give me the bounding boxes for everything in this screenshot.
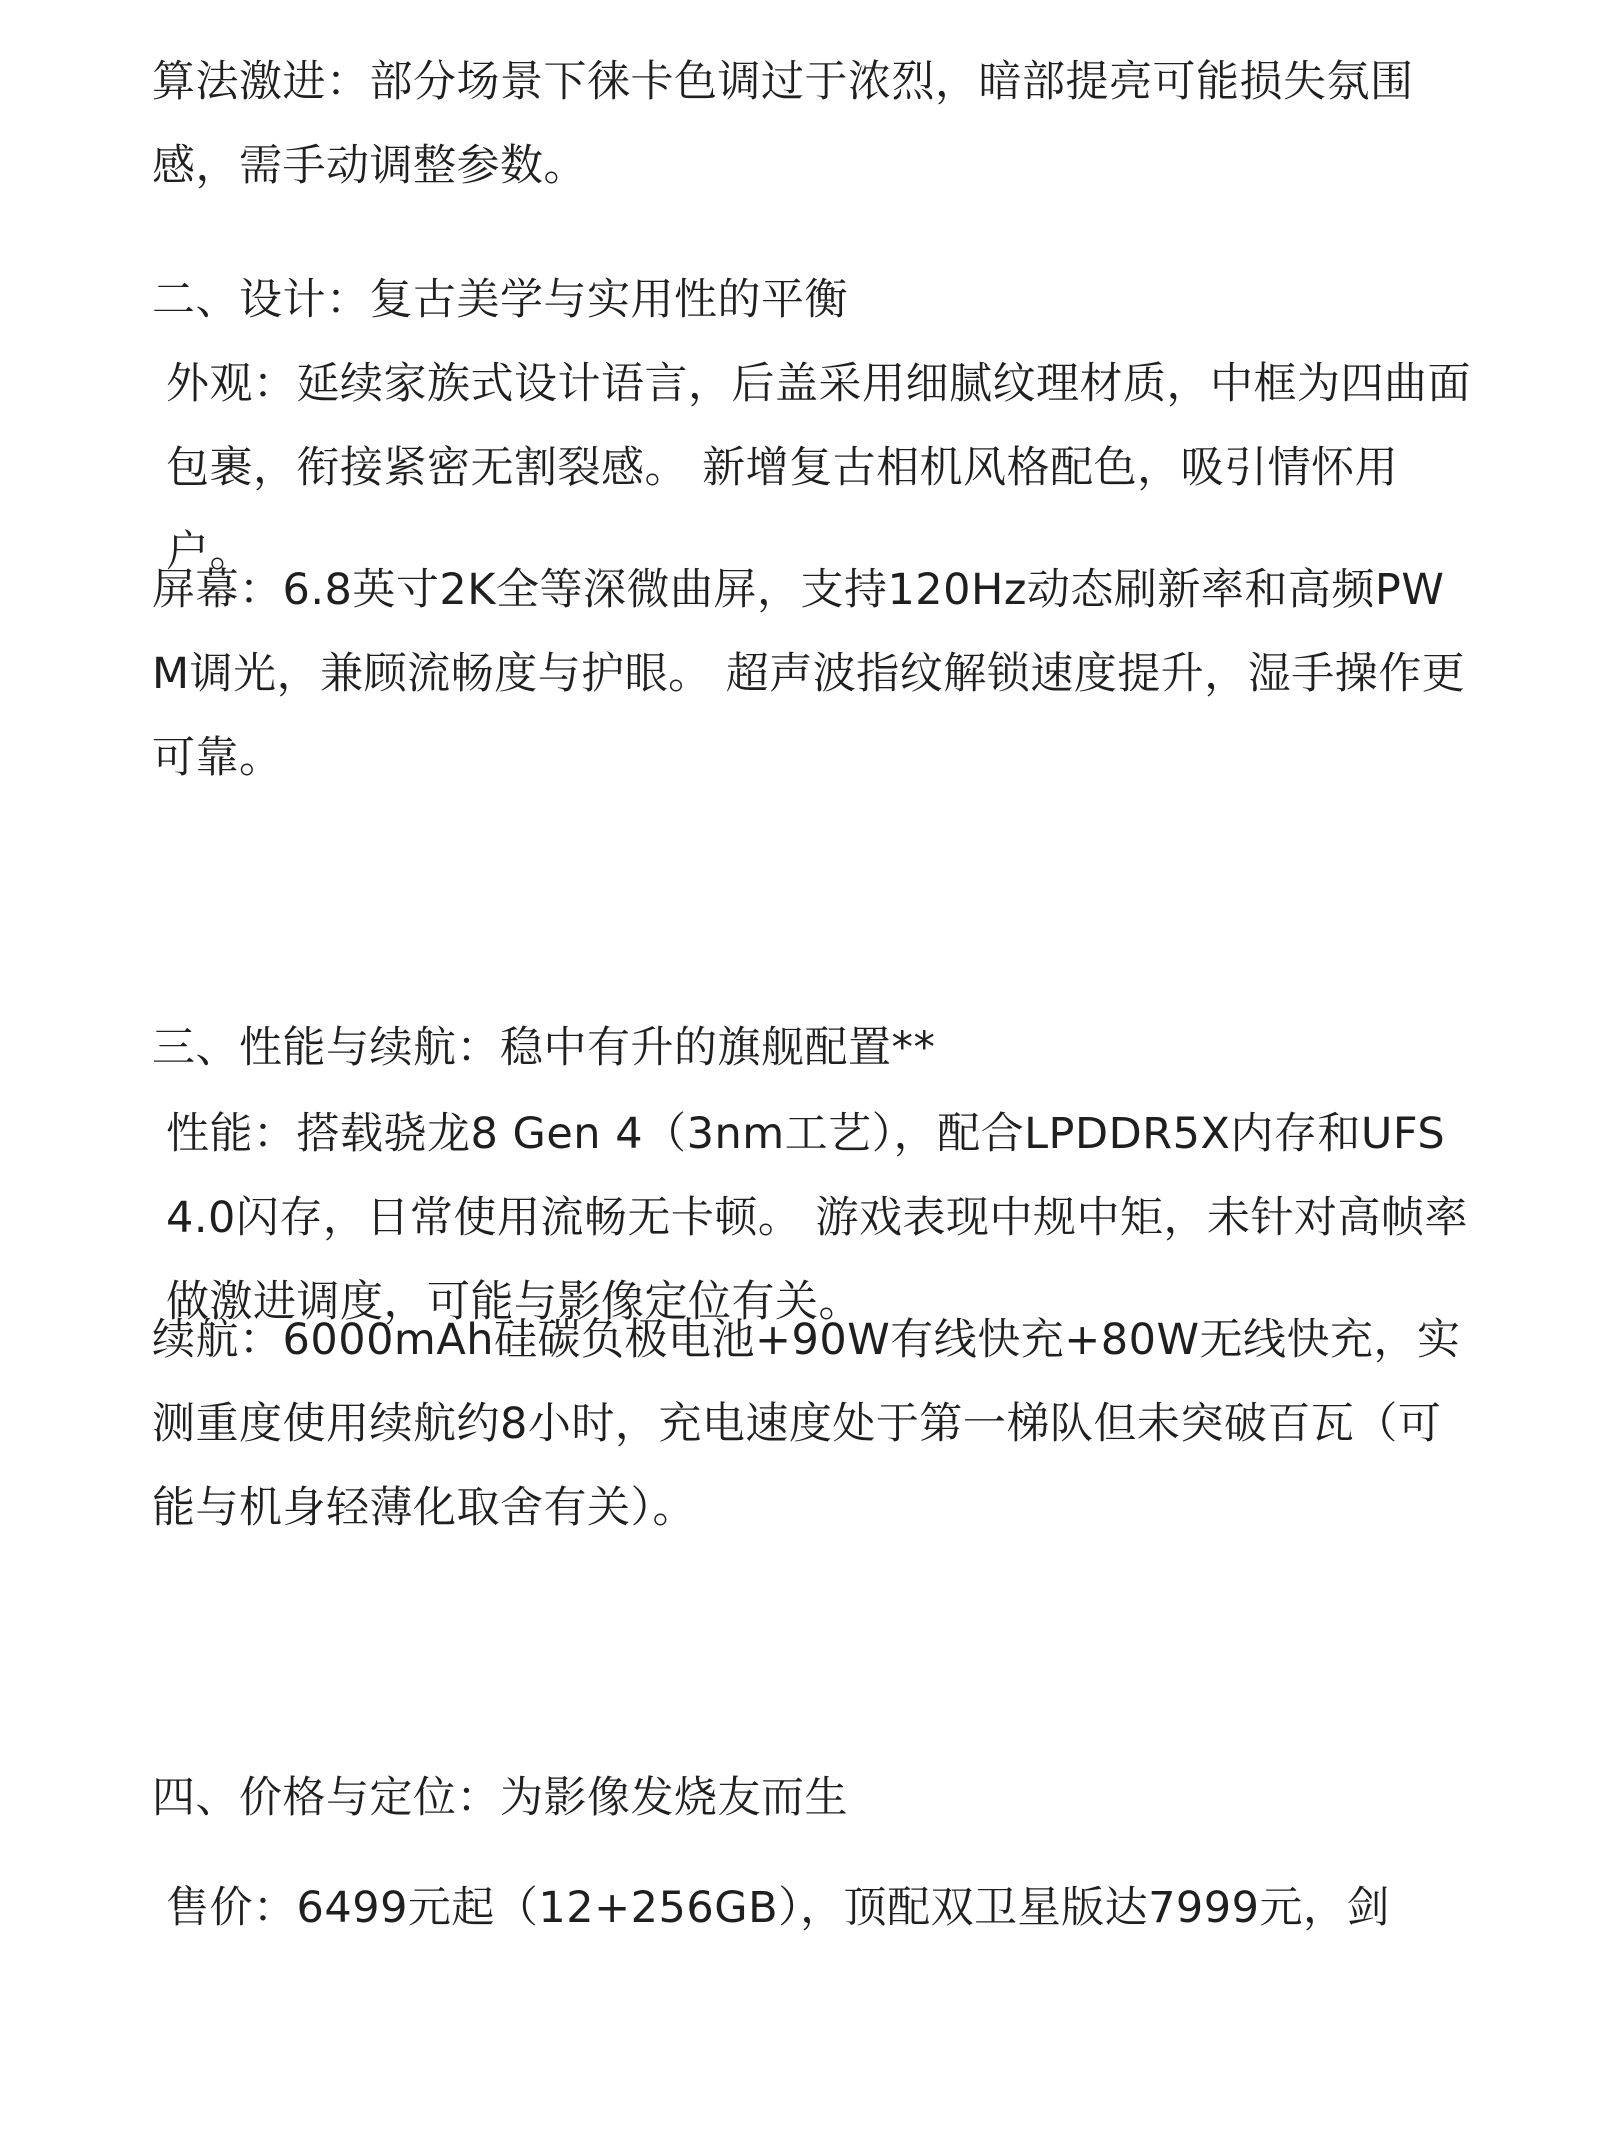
heading-design: 二、设计：复古美学与实用性的平衡 bbox=[152, 275, 848, 325]
heading-performance: 三、性能与续航：稳中有升的旗舰配置** bbox=[152, 1023, 936, 1073]
paragraph-intro: 算法激进：部分场景下徕卡色调过于浓烈，暗部提亮可能损失氛围感，需手动调整参数。 bbox=[152, 57, 1414, 191]
paragraph-battery: 续航：6000mAh硅碳负极电池+90W有线快充+80W无线快充，实测重度使用续航约8小时，充电速度处于第一梯队但未突破百瓦（可能与机身轻薄化取舍有关）。 bbox=[152, 1315, 1461, 1533]
paragraph-appearance: 外观：延续家族式设计语言，后盖采用细腻纹理材质，中框为四曲面包裹，衔接紧密无割裂感。 新增复古相机风格配色，吸引情怀用户。 bbox=[166, 359, 1471, 577]
paragraph-screen: 屏幕：6.8英寸2K全等深微曲屏，支持120Hz动态刷新率和高频PWM调光，兼顾流畅度与护眼。 超声波指纹解锁速度提升，湿手操作更可靠。 bbox=[152, 565, 1466, 783]
heading-price: 四、价格与定位：为影像发烧友而生 bbox=[152, 1773, 848, 1823]
paragraph-price: 售价：6499元起（12+256GB），顶配双卫星版达7999元，剑 bbox=[166, 1883, 1391, 1933]
paragraph-performance: 性能：搭载骁龙8 Gen 4（3nm工艺），配合LPDDR5X内存和UFS 4.0闪存，日常使用流畅无卡顿。 游戏表现中规中矩，未针对高帧率做激进调度，可能与影像定位有关。 bbox=[166, 1109, 1469, 1327]
